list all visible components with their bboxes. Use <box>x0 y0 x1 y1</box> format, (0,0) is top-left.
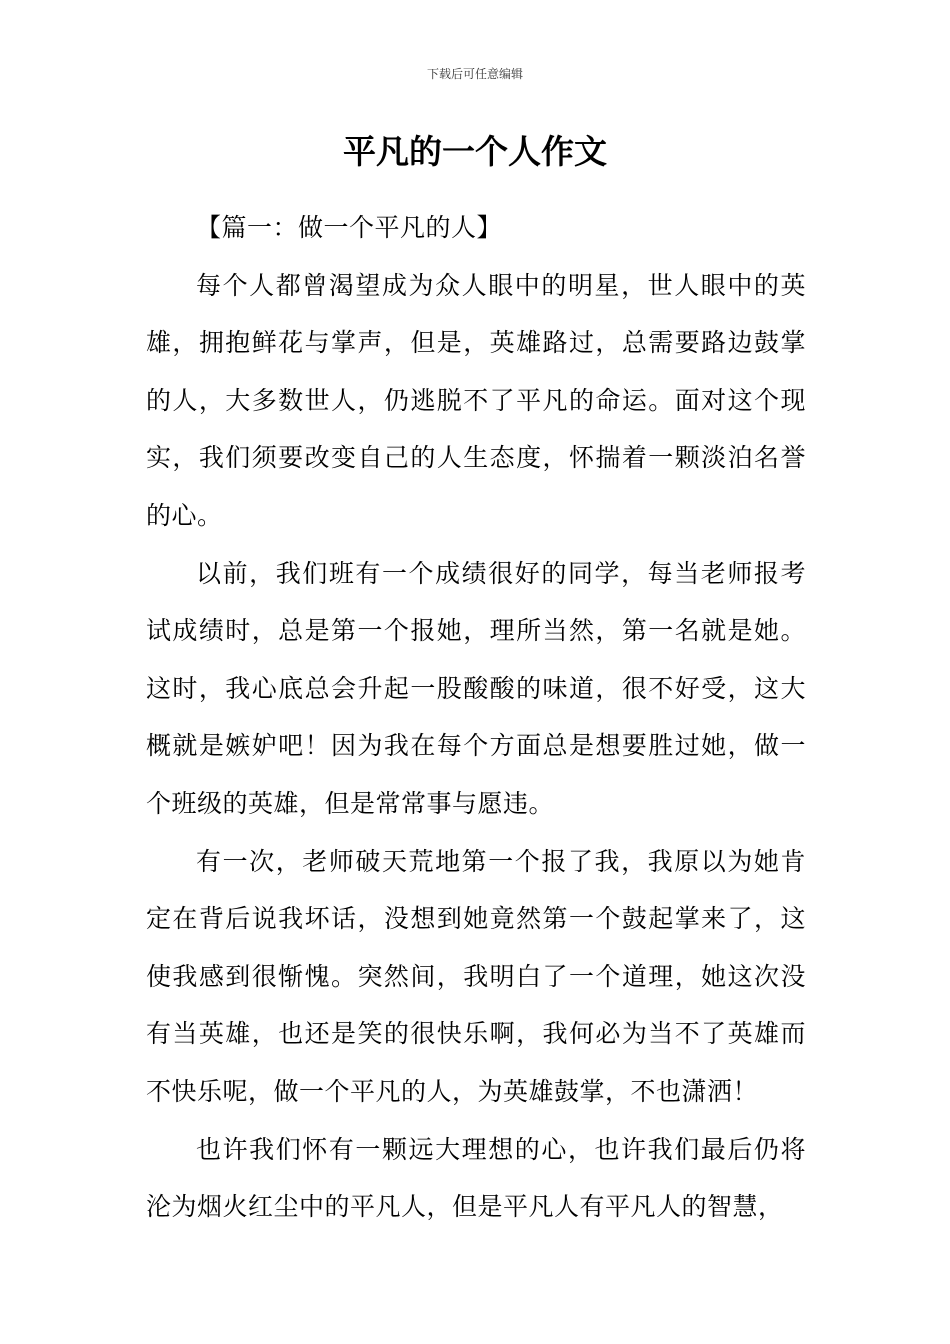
header-note: 下载后可任意编辑 <box>426 67 523 81</box>
article-body <box>146 199 806 1236</box>
page-title: 平凡的一个人作文 <box>343 132 607 171</box>
paragraph: 也许我们怀有一颗远大理想的心，也许我们最后仍将沦为烟火红尘中的平凡人，但是平凡人有平凡人的智慧， <box>146 1134 806 1222</box>
paragraph: 每个人都曾渴望成为众人眼中的明星，世人眼中的英雄，拥抱鲜花与掌声，但是，英雄路过，总需要路边鼓掌的人，大多数世人，仍逃脱不了平凡的命运。面对这个现实，我们须要改变自己的人生态度，怀揣着一颗淡泊名誉的心。 <box>146 270 806 530</box>
paragraph: 有一次，老师破天荒地第一个报了我，我原以为她肯定在背后说我坏话，没想到她竟然第一个鼓起掌来了，这使我感到很惭愧。突然间，我明白了一个道理，她这次没有当英雄，也还是笑的很快乐啊，我何必为当不了英雄而不快乐呢，做一个平凡的人，为英雄鼓掌，不也潇洒！ <box>146 846 806 1106</box>
section-heading: 【篇一：做一个平凡的人】 <box>196 213 503 242</box>
paragraph: 以前，我们班有一个成绩很好的同学，每当老师报考试成绩时，总是第一个报她，理所当然，第一名就是她。这时，我心底总会升起一股酸酸的味道，很不好受，这大概就是嫉妒吧！因为我在每个方面总是想要胜过她，做一个班级的英雄，但是常常事与愿违。 <box>146 558 806 818</box>
